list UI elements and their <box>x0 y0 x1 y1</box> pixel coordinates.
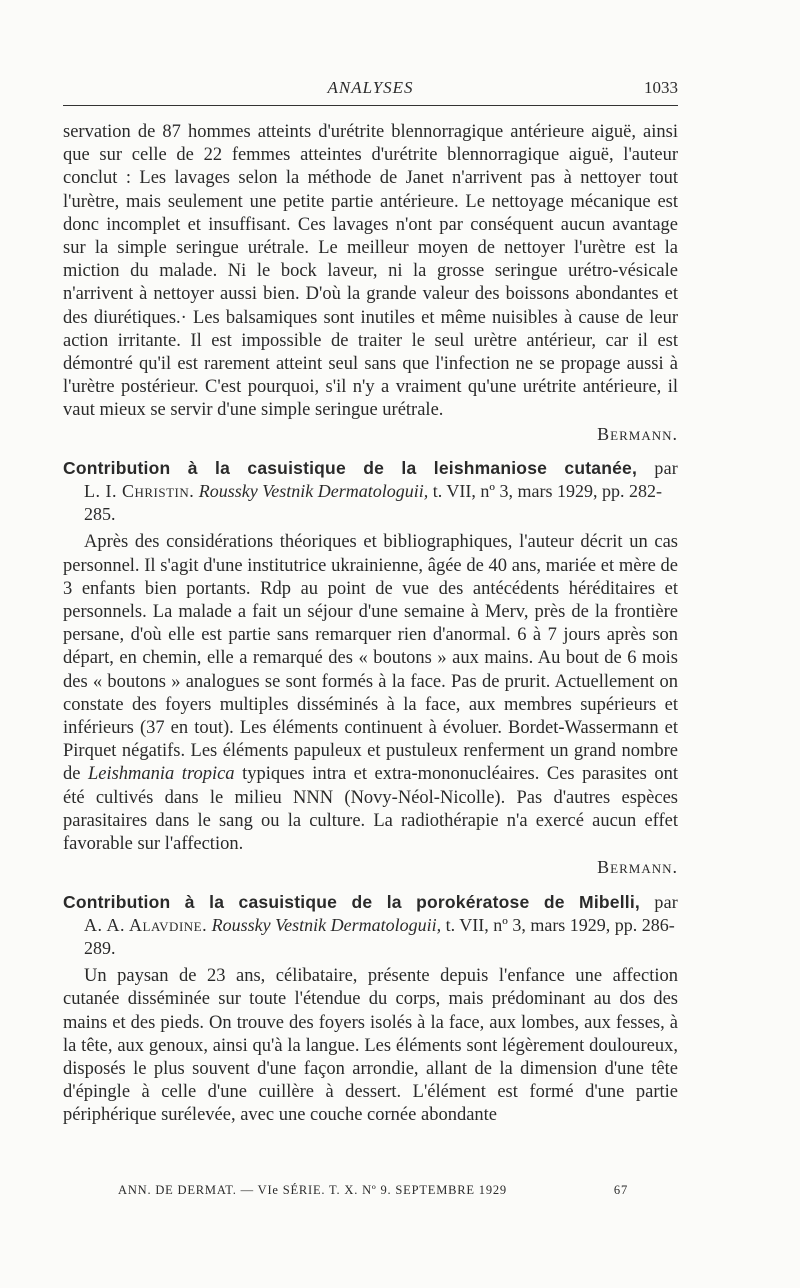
article-reference <box>63 480 678 526</box>
signature: Bermann. <box>597 423 678 444</box>
page-footer <box>118 1183 628 1198</box>
article-body-end: typiques intra et extra-mononucléaires. Ces parasites ont été cultivés dans le milieu NNN (Novy-Néol-Nicolle). Pas d'autres espèces parasitaires dans le sang ou la culture. La radiothérapie n'a exercé aucun effet favorable sur l'affection. <box>63 764 678 855</box>
article-reference <box>63 914 678 960</box>
article-body-italic: Leishmania tropica <box>87 764 235 785</box>
footer-citation: ANN. DE DERMAT. — VIe SÉRIE. T. X. Nº 9. SEPTEMBRE 1929 <box>118 1183 507 1197</box>
article-body: Un paysan de 23 ans, célibataire, présente depuis l'enfance une affection cutanée disséminée sur toute l'étendue du corps, mais prédominant au dos des mains et des pieds. On trouve des foyers isolés à la face, aux lombes, aux fesses, à la tête, aux genoux, ainsi qu'à la langue. Les éléments sont légèrement douloureux, disposés le plus souvent d'une façon arrondie, allant de la dimension d'une tête d'épingle à celle d'une cuillère à dessert. L'élément est formé d'une partie périphérique surélevée, avec une couche cornée abondante <box>63 966 678 1126</box>
article-title-text: Contribution à la casuistique de la leishmaniose cutanée, <box>63 457 638 478</box>
article-journal: Roussky Vestnik Dermatologuii, <box>211 914 442 935</box>
article-title-text: Contribution à la casuistique de la porokératose de Mibelli, <box>63 891 640 912</box>
page-number: 1033 <box>644 78 678 97</box>
article-by: par <box>654 457 678 478</box>
article-porokeratose <box>63 891 678 1128</box>
article-by: par <box>654 891 678 912</box>
article-author: A. A. Alavdine. <box>84 914 208 935</box>
signature: Bermann. <box>597 857 678 878</box>
continuation-paragraph: servation de 87 hommes atteints d'urétrite blennorragique antérieure aiguë, ainsi que sur celle de 22 femmes atteintes d'urétrite blennorragique aiguë, l'auteur conclut : Les lavages selon la méthode de Janet n'arrivent pas à nettoyer tout l'urètre, mais seulement une petite partie antérieure. Le nettoyage mécanique est donc incomplet et insuffisant. Ces lavages n'ont par conséquent aucun avantage sur la simple seringue urétrale. Le meilleur moyen de nettoyer l'urètre est la miction du malade. Ni le bock laveur, ni la grosse seringue urétro-vésicale n'arrivent à nettoyer aussi bien. D'où la grande valeur des boissons abondantes et des diurétiques.· Les balsamiques sont inutiles et même nuisibles à cause de leur action irritante. Il est impossible de traiter le seul urètre antérieur, car il est démontré qu'il est rarement atteint seul sans que l'infection ne se propage aussi à l'urètre postérieur. C'est pourquoi, s'il n'y a vraiment qu'une urétrite antérieure, il vaut mieux se servir d'une simple seringue urétrale. <box>63 122 678 421</box>
article-ref-details: t. VII, nº 3, mars 1929, pp. 282-285. <box>84 481 662 525</box>
running-title: ANALYSES <box>327 78 414 97</box>
header-rule <box>63 105 678 106</box>
page-header <box>63 78 678 102</box>
article-leishmaniose <box>63 457 678 880</box>
article-body <box>63 531 678 856</box>
article-ref-details: t. VII, nº 3, mars 1929, pp. 286-289. <box>84 914 675 958</box>
article-body-text: Après des considérations théoriques et bibliographiques, l'auteur décrit un cas personnel. Il s'agit d'une institutrice ukrainienne, âgée de 40 ans, mariée et mère de 3 enfants bien portants. Rdp au point de vue des antécédents héréditaires et personnels. La malade a fait un séjour d'une semaine à Merv, près de la frontière persane, d'où elle est partie sans remarquer rien d'anormal. 6 à 7 jours après son départ, en chemin, elle a remarqué des « boutons » aux mains. Au bout de 6 mois des « boutons » analogues se sont formés à la face. Pas de prurit. Actuellement on constate des foyers multiples disséminés à la face, aux membres supérieurs et inférieurs (37 en tout). Les éléments continuent à évoluer. Bordet-Wassermann et Pirquet négatifs. Les éléments papuleux et pustuleux renferment un grand nombre de <box>63 532 678 785</box>
footer-page-number: 67 <box>613 1183 628 1197</box>
page-content <box>63 121 678 1128</box>
article-title <box>63 457 678 480</box>
article-title <box>63 891 678 914</box>
article-author: L. I. Christin. <box>84 481 195 502</box>
article-journal: Roussky Vestnik Dermatologuii, <box>198 481 429 502</box>
